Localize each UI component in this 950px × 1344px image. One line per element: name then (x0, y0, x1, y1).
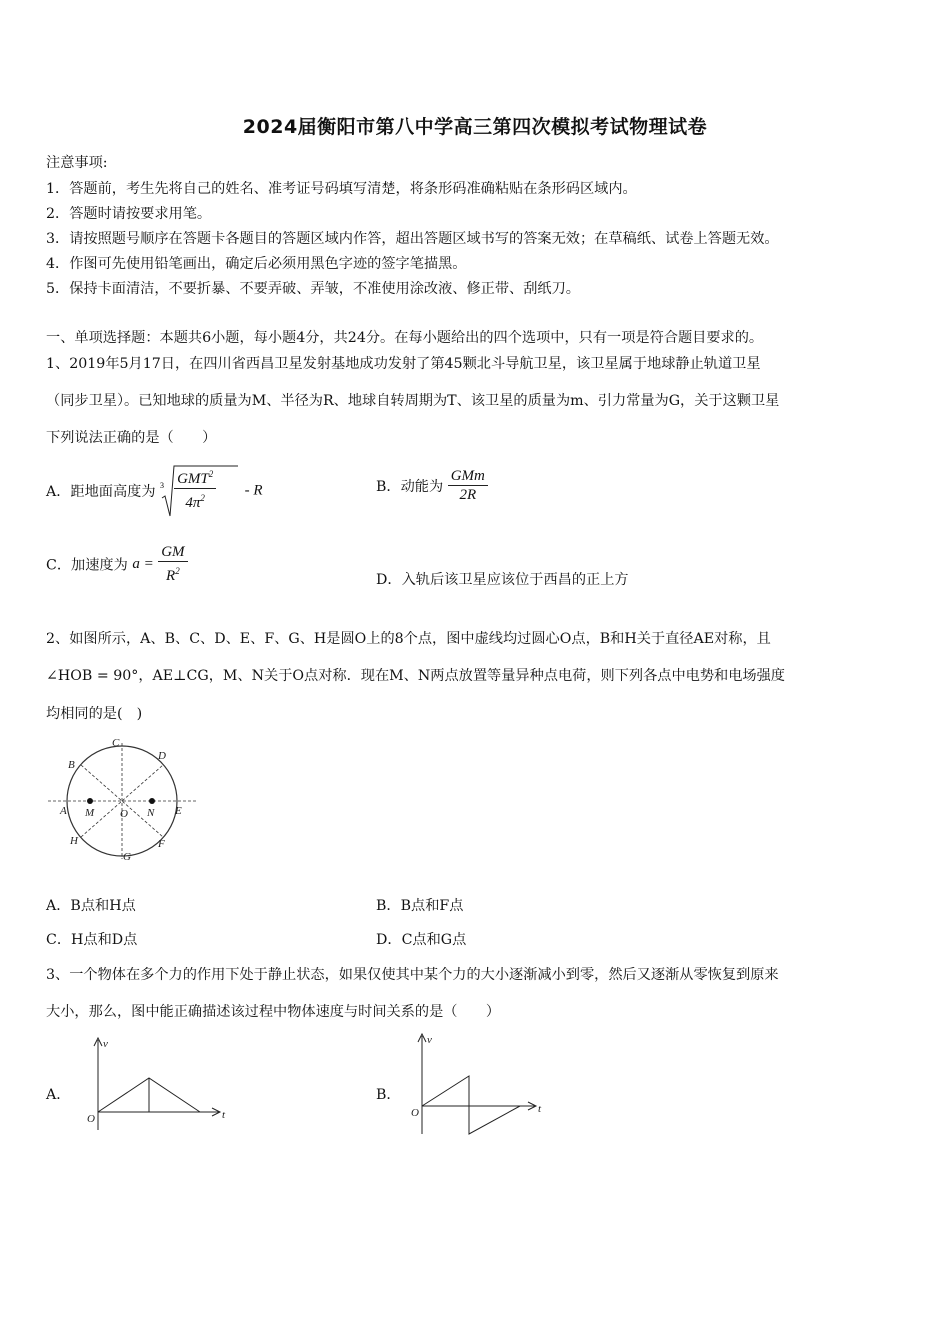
label-d: D (158, 750, 166, 762)
label-h: H (70, 835, 78, 847)
axis-t-label: t (538, 1103, 542, 1115)
label-b: B (68, 759, 75, 771)
q1-option-a-denominator: 4π (185, 495, 201, 511)
axis-origin-label: O (411, 1107, 419, 1119)
notice-item-2: 2．答题时请按要求用笔。 (46, 206, 212, 222)
section-heading: 一、单项选择题：本题共6小题，每小题4分，共24分。在每小题给出的四个选项中，只有一项是符合题目要求的。 (46, 330, 764, 346)
label-a: A (60, 805, 67, 817)
svg-text:3: 3 (160, 481, 165, 490)
q1-option-c-denominator: R (166, 568, 176, 584)
q1-option-c (46, 544, 188, 585)
q3-line-2: 大小，那么，图中能正确描述该过程中物体速度与时间关系的是（ ） (46, 1004, 501, 1020)
q2-option-c: C．H点和D点 (46, 932, 138, 948)
label-n: N (147, 807, 155, 819)
q1-option-a-fraction: GMT$^2$ $4\pi^2$ (174, 466, 216, 512)
q2-option-b: B．B点和F点 (376, 898, 464, 914)
q1-option-d: D．入轨后该卫星应该位于西昌的正上方 (376, 572, 629, 588)
q1-option-a (46, 462, 263, 520)
q2-option-d: D．C点和G点 (376, 932, 467, 948)
q1-option-a-tail: - R (244, 482, 263, 499)
notice-item-3: 3．请按照题号顺序在答题卡各题目的答题区域内作答，超出答题区域书写的答案无效；在草稿纸、试卷上答题无效。 (46, 231, 779, 247)
q3-graph-a (82, 1034, 232, 1134)
q1-line-1: 1、2019年5月17日，在四川省西昌卫星发射基地成功发射了第45颗北斗导航卫星，该卫星属于地球静止轨道卫星 (46, 356, 761, 372)
q3-option-a-label: A． (46, 1087, 71, 1103)
q1-line-3: 下列说法正确的是（ ） (46, 430, 217, 446)
label-c: C (112, 737, 120, 749)
circle-figure (44, 735, 204, 865)
q1-option-b-fraction (448, 468, 488, 504)
q2-line-2: ∠HOB = 90°，AE⊥CG，M、N关于O点对称．现在M、N两点放置等量异种点电荷，则下列各点中电势和电场强度 (46, 668, 785, 684)
q1-option-b-numerator: GMm (448, 468, 488, 486)
notice-item-1: 1．答题前，考生先将自己的姓名、准考证号码填写清楚，将条形码准确粘贴在条形码区域内。 (46, 181, 637, 197)
point-n (149, 798, 155, 804)
q3-option-b-label: B． (376, 1087, 401, 1103)
axis-v-label: v (427, 1034, 432, 1046)
label-f: F (158, 838, 165, 850)
q1-option-c-numerator: GM (158, 544, 187, 562)
q2-option-a: A．B点和H点 (46, 898, 136, 914)
q1-option-b-label: B．动能为 (376, 479, 444, 495)
notice-heading: 注意事项: (46, 155, 108, 171)
q3-line-1: 3、一个物体在多个力的作用下处于静止状态，如果仅使其中某个力的大小逐渐减小到零，然后又逐渐从零恢复到原来 (46, 967, 779, 983)
notice-item-4: 4．作图可先使用铅笔画出，确定后必须用黑色字迹的签字笔描黑。 (46, 256, 467, 272)
page-title: 2024届衡阳市第八中学高三第四次模拟考试物理试卷 (242, 116, 708, 138)
point-m (87, 798, 93, 804)
cube-root-expression (160, 462, 240, 520)
axis-v-label: v (103, 1038, 108, 1050)
notice-item-5: 5．保持卡面清洁，不要折暴、不要弄破、弄皱，不准使用涂改液、修正带、刮纸刀。 (46, 281, 580, 297)
q1-option-b (376, 468, 488, 504)
label-e: E (175, 805, 182, 817)
label-g: G (123, 851, 131, 863)
q1-line-2: （同步卫星）。已知地球的质量为M、半径为R、地球自转周期为T、该卫星的质量为m、引力常量为G，关于这颗卫星 (46, 393, 780, 409)
q1-option-c-lhs: a = (132, 556, 154, 572)
q1-option-a-label: A．距地面高度为 (46, 484, 156, 500)
velocity-line (422, 1076, 520, 1134)
q1-option-b-denominator: 2R (459, 487, 477, 503)
q1-option-c-label: C．加速度为 (46, 557, 128, 574)
q3-graph-b (408, 1030, 558, 1140)
axis-t-label: t (222, 1109, 226, 1121)
q2-line-1: 2、如图所示，A、B、C、D、E、F、G、H是圆O上的8个点，图中虚线均过圆心O点，B和H关于直径AE对称，且 (46, 631, 771, 647)
q2-line-3: 均相同的是( ) (46, 706, 143, 722)
q1-option-c-fraction: $\frac{GM}{R^2}$ (158, 544, 187, 585)
label-m: M (85, 807, 95, 819)
q1-option-a-numerator: GMT (177, 471, 209, 487)
axis-origin-label: O (87, 1113, 95, 1125)
label-o: O (120, 808, 128, 820)
